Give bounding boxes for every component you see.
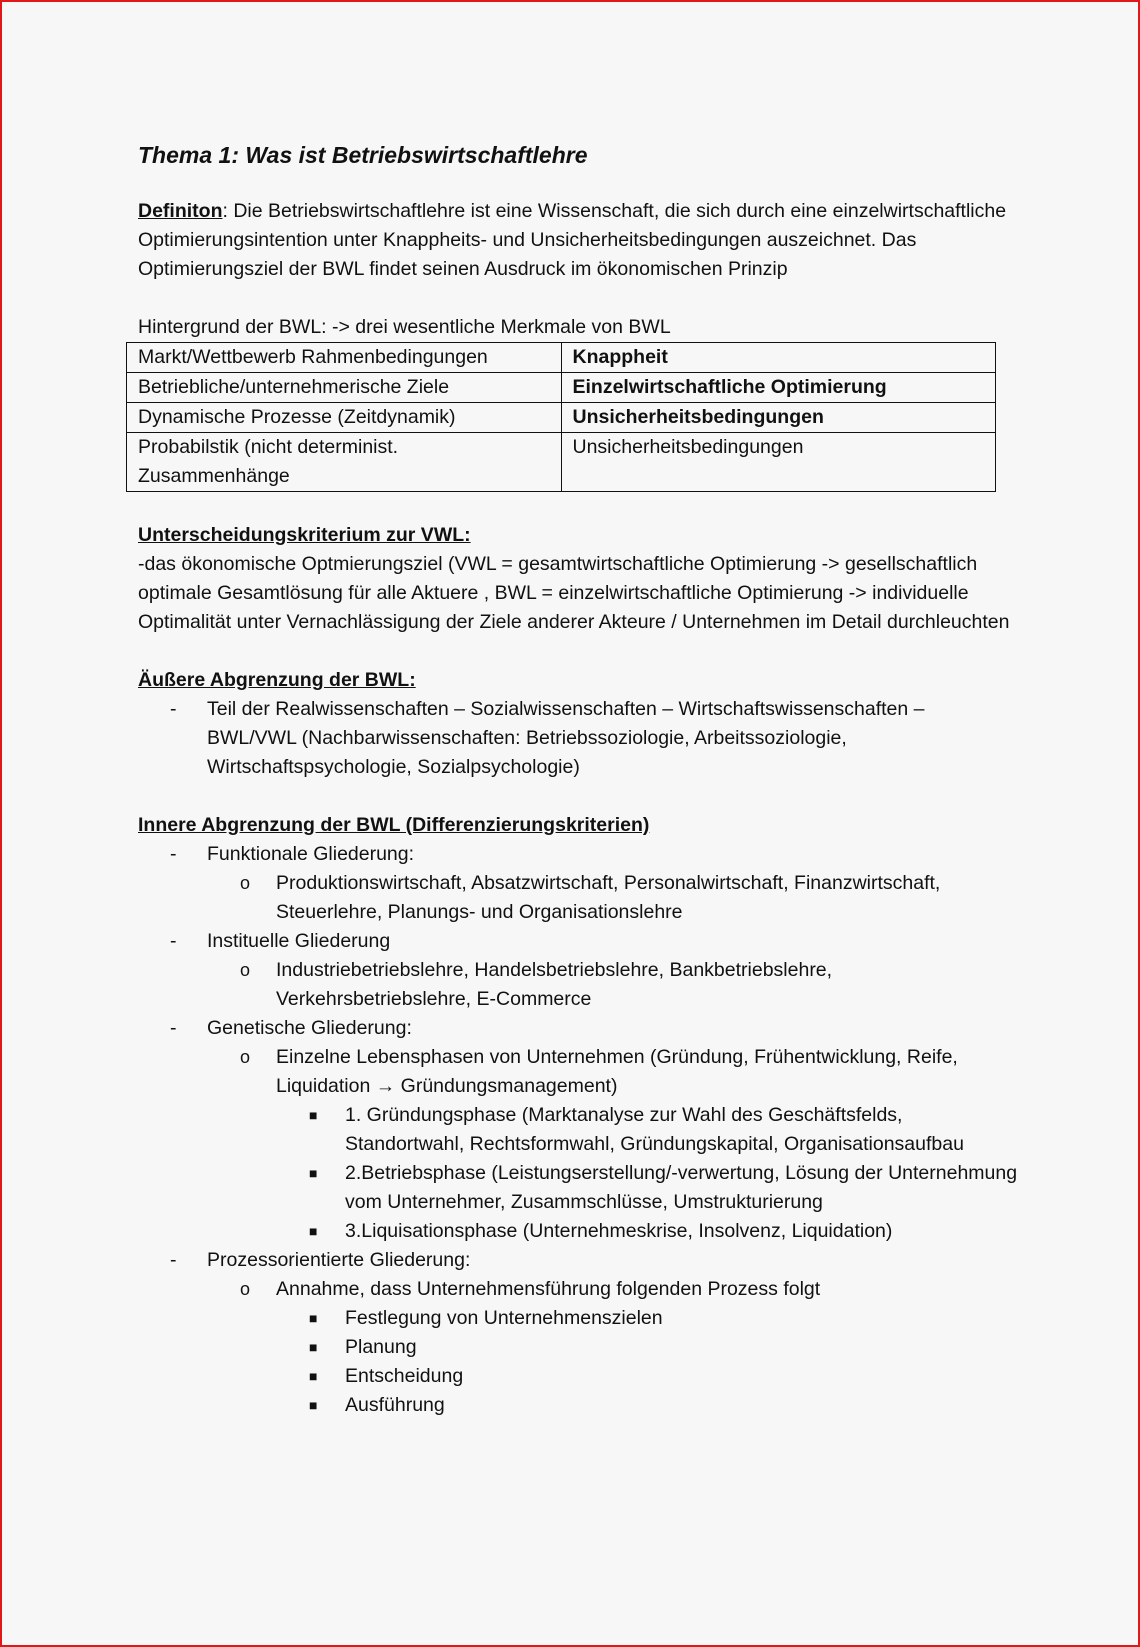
spacer xyxy=(138,637,1018,666)
innere-heading: Innere Abgrenzung der BWL (Differenzierungskriterien) xyxy=(138,814,650,836)
document-content xyxy=(138,140,1018,1420)
square-bullet: ■ xyxy=(309,1223,318,1239)
merkmale-table xyxy=(126,342,996,492)
list-item-text: Planung xyxy=(345,1336,417,1358)
list-item-text: Entscheidung xyxy=(345,1365,464,1387)
table-cell-right: Knappheit xyxy=(561,343,996,373)
square-bullet: ■ xyxy=(309,1165,318,1181)
list-item-text: 2.Betriebsphase (Leistungserstellung/-verwertung, Lösung der Unternehmung vom Unternehmer, Zusammschlüsse, Umstrukturierung xyxy=(345,1162,1018,1213)
square-bullet: ■ xyxy=(309,1310,318,1326)
page-title: Thema 1: Was ist Betriebswirtschaftlehre xyxy=(138,142,588,168)
list-item-text: Industriebetriebslehre, Handelsbetriebslehre, Bankbetriebslehre, Verkehrsbetriebslehre, E-Commerce xyxy=(276,959,833,1010)
sub-list xyxy=(207,1043,1018,1246)
list-item-text: Instituelle Gliederung xyxy=(207,930,391,952)
list-item xyxy=(207,1275,1018,1420)
square-bullet: ■ xyxy=(309,1107,318,1123)
table-row xyxy=(127,403,996,433)
dash-bullet: - xyxy=(170,1249,177,1271)
vwl-heading: Unterscheidungskriterium zur VWL: xyxy=(138,524,471,546)
circle-bullet: o xyxy=(240,873,251,893)
vwl-text: -das ökonomische Optmierungsziel (VWL = gesamtwirtschaftliche Optimierung -> gesellschaftlich optimale Gesamtlösung für alle Aktuere , BWL = einzelwirtschaftliche Optimierung -> individuelle Optimalität unter Vernachlässigung der Ziele anderer Akteure / Unternehmen im Detail durchleuchten xyxy=(138,553,1010,633)
list-item xyxy=(138,1014,1018,1246)
square-bullet: ■ xyxy=(309,1339,318,1355)
table-cell-right: Einzelwirtschaftliche Optimierung xyxy=(561,373,996,403)
table-cell-right: Unsicherheitsbedingungen xyxy=(561,403,996,433)
list-item xyxy=(276,1217,1018,1246)
spacer xyxy=(138,492,1018,521)
list-item xyxy=(207,956,1018,1014)
dash-bullet: - xyxy=(170,698,177,720)
list-item xyxy=(207,869,1018,927)
list-item-text: Ausführung xyxy=(345,1394,445,1416)
sub-list xyxy=(207,869,1018,927)
list-item-text: 1. Gründungsphase (Marktanalyse zur Wahl des Geschäftsfelds, Standortwahl, Rechtsformwahl, Gründungskapital, Organisationsaufbau xyxy=(345,1104,964,1155)
circle-bullet: o xyxy=(240,960,251,980)
circle-bullet: o xyxy=(240,1279,251,1299)
list-item-text: Funktionale Gliederung: xyxy=(207,843,415,865)
list-item xyxy=(276,1159,1018,1217)
dash-bullet: - xyxy=(170,843,177,865)
list-item-text: Prozessorientierte Gliederung: xyxy=(207,1249,471,1271)
list-item-text: Genetische Gliederung: xyxy=(207,1017,412,1039)
sub-list xyxy=(207,956,1018,1014)
definition-text: : Die Betriebswirtschaftlehre ist eine Wissenschaft, die sich durch eine einzelwirtschaftliche Optimierungsintention unter Knappheits- und Unsicherheitsbedingungen auszeichnet. Das Optimierungsziel der BWL findet seinen Ausdruck im ökonomischen Prinzip xyxy=(138,200,1007,280)
spacer xyxy=(138,782,1018,811)
list-item xyxy=(138,927,1018,1014)
list-item xyxy=(276,1333,1018,1362)
table-row xyxy=(127,433,996,492)
table-row xyxy=(127,343,996,373)
spacer xyxy=(138,284,1018,313)
hintergrund-heading: Hintergrund der BWL: -> drei wesentliche Merkmale von BWL xyxy=(138,316,671,338)
list-item xyxy=(138,695,1018,782)
table-cell-left: Dynamische Prozesse (Zeitdynamik) xyxy=(127,403,562,433)
sub-sub-list xyxy=(276,1304,1018,1420)
sub-list xyxy=(207,1275,1018,1420)
list-item-text: 3.Liquisationsphase (Unternehmeskrise, Insolvenz, Liquidation) xyxy=(345,1220,893,1242)
definition-label: Definiton xyxy=(138,200,223,222)
table-cell-right: Unsicherheitsbedingungen xyxy=(561,433,996,492)
table-cell-left: Markt/Wettbewerb Rahmenbedingungen xyxy=(127,343,562,373)
aeussere-heading: Äußere Abgrenzung der BWL: xyxy=(138,669,416,691)
aeussere-list xyxy=(138,695,1018,782)
table-cell-left: Betriebliche/unternehmerische Ziele xyxy=(127,373,562,403)
list-item-text: Produktionswirtschaft, Absatzwirtschaft, Personalwirtschaft, Finanzwirtschaft, Steuerlehre, Planungs- und Organisationslehre xyxy=(276,872,941,923)
innere-list xyxy=(138,840,1018,1420)
square-bullet: ■ xyxy=(309,1397,318,1413)
list-item xyxy=(276,1101,1018,1159)
list-item xyxy=(207,1043,1018,1246)
list-item-text: Annahme, dass Unternehmensführung folgenden Prozess folgt xyxy=(276,1278,821,1300)
table-cell-left: Probabilstik (nicht determinist. Zusammenhänge xyxy=(127,433,562,492)
circle-bullet: o xyxy=(240,1047,251,1067)
list-item xyxy=(276,1304,1018,1333)
definition-paragraph xyxy=(138,197,1018,284)
list-item xyxy=(138,840,1018,927)
list-item-text: Einzelne Lebensphasen von Unternehmen (Gründung, Frühentwicklung, Reife, Liquidation → Gründungsmanagement) xyxy=(276,1046,958,1097)
dash-bullet: - xyxy=(170,1017,177,1039)
list-item-text: Festlegung von Unternehmenszielen xyxy=(345,1307,663,1329)
list-item xyxy=(276,1391,1018,1420)
sub-sub-list xyxy=(276,1101,1018,1246)
list-item-text: Teil der Realwissenschaften – Sozialwissenschaften – Wirtschaftswissenschaften – BWL/VWL (Nachbarwissenschaften: Betriebssoziologie, Arbeitssoziologie, Wirtschaftspsychologie, Sozialpsychologie) xyxy=(207,698,925,778)
list-item xyxy=(138,1246,1018,1420)
table-row xyxy=(127,373,996,403)
dash-bullet: - xyxy=(170,930,177,952)
square-bullet: ■ xyxy=(309,1368,318,1384)
list-item xyxy=(276,1362,1018,1391)
